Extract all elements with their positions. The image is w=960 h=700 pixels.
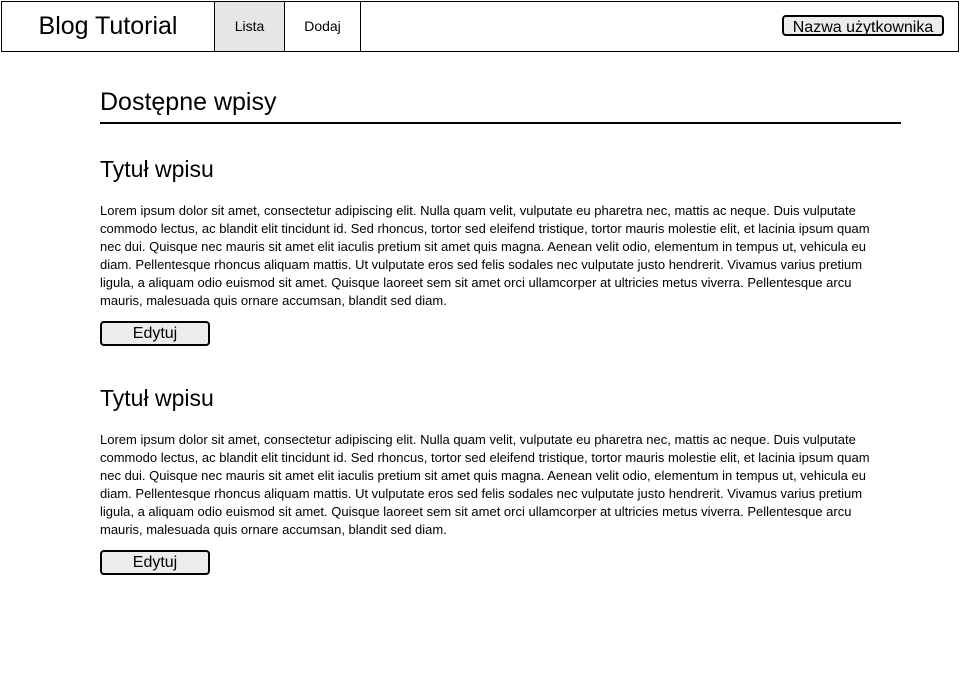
post-title: Tytuł wpisu [100,156,214,182]
post-body: Lorem ipsum dolor sit amet, consectetur adipiscing elit. Nulla quam velit, vulputate eu pharetra nec, mattis ac neque. Duis vulputate commodo lectus, ac blandit elit tincidunt id. Sed rhoncus, tortor sed eleifend tristique, tortor mauris molestie elit, et lacinia ipsum quam nec dui. Quisque nec mauris sit amet elit iaculis pretium sit amet quis magna. Aenean velit odio, elementum in tempus ut, vehicula eu diam. Pellentesque rhoncus aliquam mattis. Ut vulputate eros sed felis sodales nec vulputate justo hendrerit. Vivamus varius pretium ligula, a aliquam odio euismod sit amet. Quisque laoreet sem sit amet orci ullamcorper at ultricies metus viverra. Pellentesque arcu mauris, malesuada quis ornare accumsan, blandit sed diam. [100,203,870,308]
tab-lista[interactable]: Lista [215,2,285,51]
top-navbar [1,1,959,52]
brand-title[interactable]: Blog Tutorial [2,2,215,51]
post-item [100,381,890,571]
edit-button[interactable]: Edytuj [100,321,210,346]
post-title: Tytuł wpisu [100,385,214,411]
user-menu-button[interactable]: Nazwa użytkownika [782,15,944,36]
edit-button[interactable]: Edytuj [100,550,210,575]
post-body: Lorem ipsum dolor sit amet, consectetur adipiscing elit. Nulla quam velit, vulputate eu pharetra nec, mattis ac neque. Duis vulputate commodo lectus, ac blandit elit tincidunt id. Sed rhoncus, tortor sed eleifend tristique, tortor mauris molestie elit, et lacinia ipsum quam nec dui. Quisque nec mauris sit amet elit iaculis pretium sit amet quis magna. Aenean velit odio, elementum in tempus ut, vehicula eu diam. Pellentesque rhoncus aliquam mattis. Ut vulputate eros sed felis sodales nec vulputate justo hendrerit. Vivamus varius pretium ligula, a aliquam odio euismod sit amet. Quisque laoreet sem sit amet orci ullamcorper at ultricies metus viverra. Pellentesque arcu mauris, malesuada quis ornare accumsan, blandit sed diam. [100,432,870,537]
tab-dodaj[interactable]: Dodaj [285,2,361,51]
page-title: Dostępne wpisy [100,84,901,124]
post-item [100,152,890,342]
